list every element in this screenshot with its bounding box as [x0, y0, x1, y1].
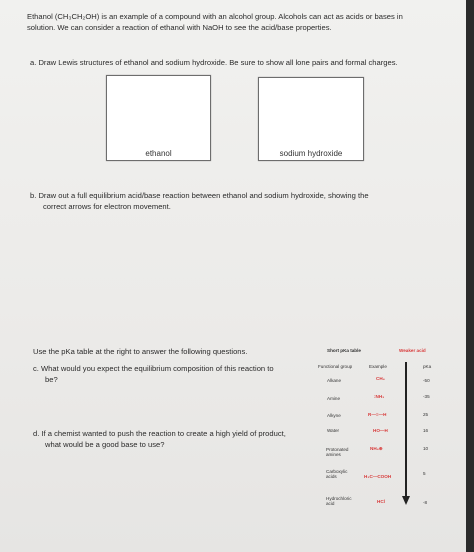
row-alkane-example: CH₄ [376, 376, 385, 381]
row-amine-group: Amine [327, 396, 341, 401]
row-alkyne-pka: 25 [423, 412, 429, 417]
row-alkyne-group: Alkyne [327, 413, 341, 418]
part-d-line-2: what would be a good base to use? [45, 440, 165, 449]
weaker-acid-label: Weaker acid [399, 348, 426, 353]
acidity-arrow-shaft [405, 362, 407, 498]
part-d-line-1: d. If a chemist wanted to push the reaction to create a high yield of product, [33, 429, 286, 438]
part-a-question: a. Draw Lewis structures of ethanol and sodium hydroxide. Be sure to show all lone pairs and formal charges. [30, 58, 398, 67]
row-water-group: Water [327, 428, 340, 433]
header-example: Example [369, 364, 387, 369]
row-water-example: HO—H [373, 428, 388, 433]
part-b-line-1: b. Draw out a full equilibrium acid/base reaction between ethanol and sodium hydroxide, showing the [30, 191, 369, 200]
row-amine-pka: -35 [423, 394, 430, 399]
row-alkyne-example: R—≡—H [368, 412, 387, 417]
row-hydrochloric-acid-pka: -8 [423, 500, 428, 505]
intro-line-1: Ethanol (CH₃CH₂OH) is an example of a compound with an alcohol group. Alcohols can act as acids or bases in [27, 12, 403, 21]
ethanol-box-label: ethanol [145, 149, 172, 158]
acidity-arrow-head-icon [402, 496, 410, 505]
sodium-hydroxide-drawing-box[interactable] [258, 77, 364, 161]
part-b-line-2: correct arrows for electron movement. [43, 202, 171, 211]
row-protonated-amines-example: NH₄⊕ [370, 446, 383, 451]
row-carboxylic-acids-group: Carboxylic acids [326, 469, 348, 480]
pka-intro: Use the pKa table at the right to answer the following questions. [33, 347, 248, 356]
row-alkane-group: Alkane [327, 378, 342, 383]
row-hydrochloric-acid-group: Hydrochloric acid [326, 496, 352, 507]
row-carboxylic-acids-pka: 5 [423, 471, 426, 476]
row-protonated-amines-pka: 10 [423, 446, 429, 451]
ethanol-drawing-box[interactable] [106, 75, 211, 161]
intro-line-2: solution. We can consider a reaction of ethanol with NaOH to see the acid/base properties. [27, 23, 332, 32]
pka-table-title: Short pKa table [327, 348, 361, 353]
sodium-hydroxide-box-label: sodium hydroxide [279, 149, 343, 158]
row-carboxylic-acids-example: H₃C—COOH [364, 474, 392, 479]
header-pka: pKa [423, 364, 432, 369]
row-protonated-amines-group: Protonated amines [326, 447, 349, 458]
header-functional-group: Functional group [318, 364, 353, 369]
row-amine-example: :NH₃ [374, 394, 385, 399]
row-alkane-pka: -50 [423, 378, 430, 383]
row-water-pka: 16 [423, 428, 429, 433]
part-c-line-2: be? [45, 375, 58, 384]
row-hydrochloric-acid-example: HCl [377, 499, 385, 504]
part-c-line-1: c. What would you expect the equilibrium composition of this reaction to [33, 364, 274, 373]
